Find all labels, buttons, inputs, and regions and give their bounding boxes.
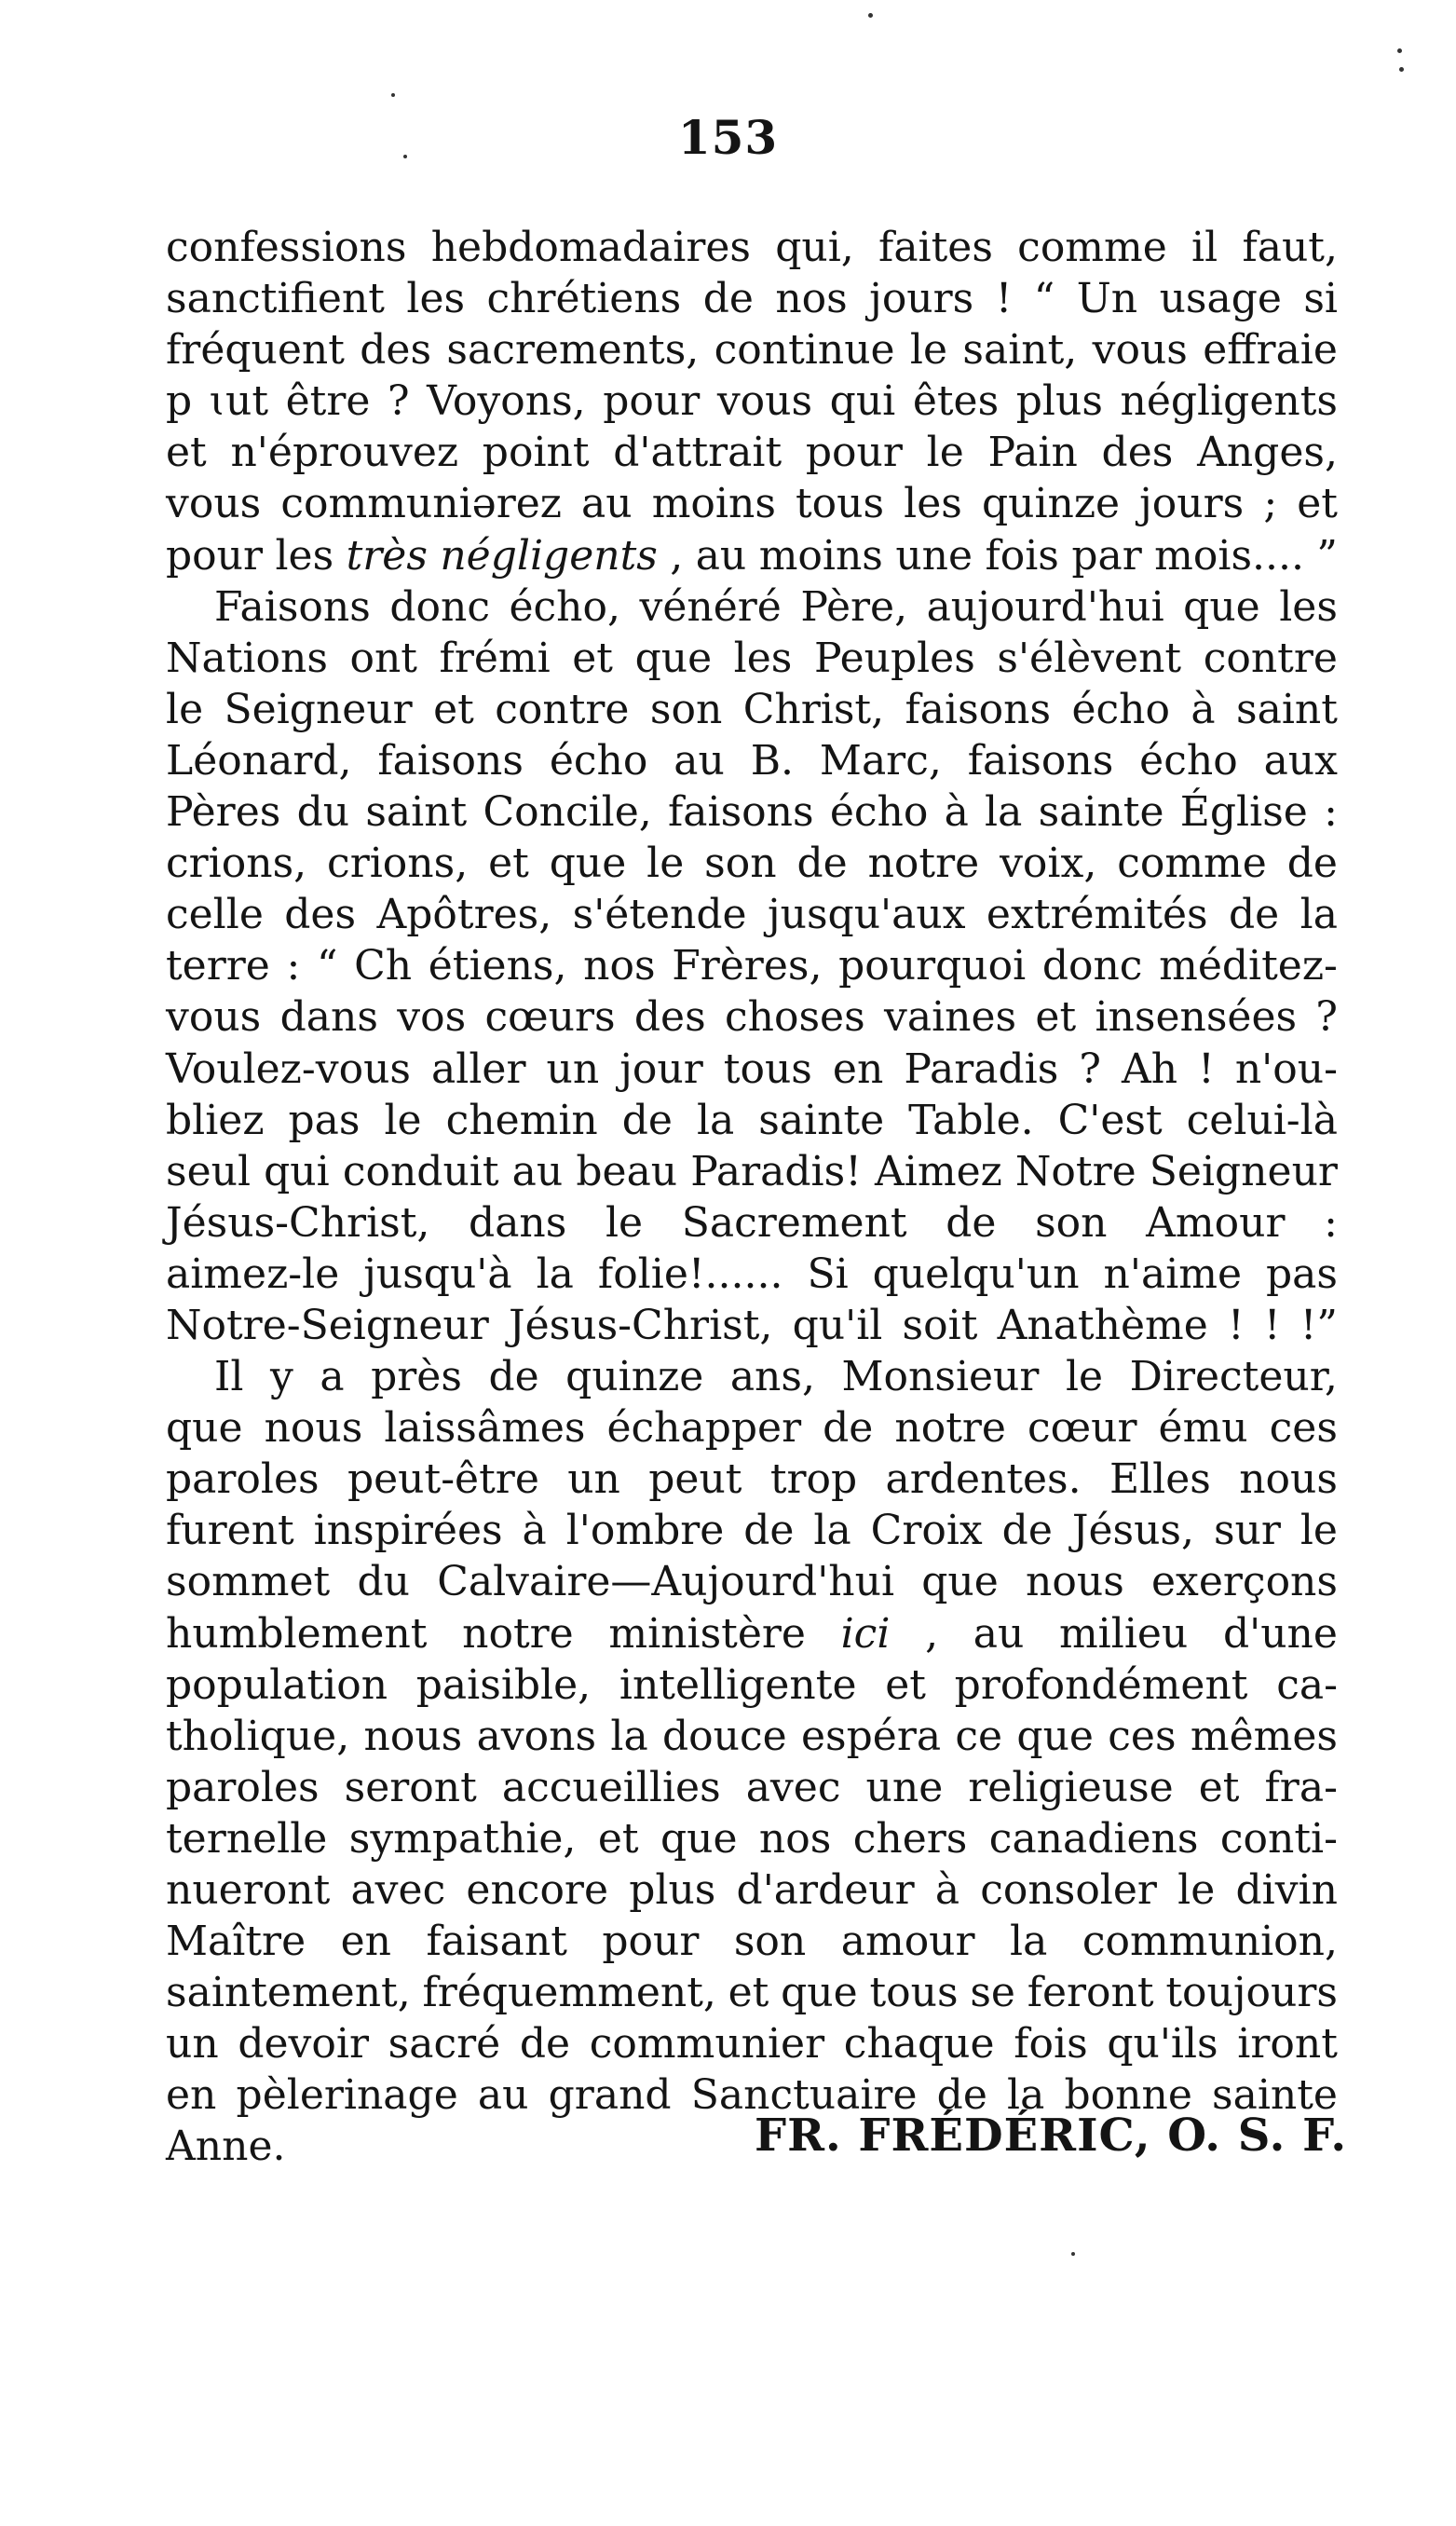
text-line: pour les très négligents , au moins une fois par mois.... ” <box>166 531 1338 580</box>
text-line: vous communiərez au moins tous les quinze jours ; et <box>166 480 1338 528</box>
text-line: le Seigneur et contre son Christ, faisons écho à saint <box>166 685 1338 733</box>
text-line: et n'éprouvez point d'attrait pour le Pain des Anges, <box>166 429 1338 477</box>
text-line: que nous laissâmes échapper de notre cœur ému ces <box>166 1404 1338 1453</box>
text-line: confessions hebdomadaires qui, faites comme il faut, <box>166 224 1338 271</box>
text-line: Pères du saint Concile, faisons écho à la sainte Église : <box>166 788 1338 837</box>
text-line: population paisible, intelligente et profondément ca- <box>166 1660 1338 1709</box>
text-line: aimez-le jusqu'à la folie!...... Si quelqu'un n'aime pas <box>166 1249 1338 1298</box>
print-speck <box>868 13 873 18</box>
text-line: en pèlerinage au grand Sanctuaire de la bonne sainte <box>166 2071 1338 2120</box>
text-line: Nations ont frémi et que les Peuples s'élèvent contre <box>166 634 1338 682</box>
text-line: Voulez-vous aller un jour tous en Paradis ? Ah ! n'ou- <box>166 1045 1338 1093</box>
signature-suffix: , O. S. F. <box>1134 2110 1348 2162</box>
body-text <box>166 222 1338 2173</box>
text-line: Léonard, faisons écho au B. Marc, faisons écho aux <box>166 736 1338 785</box>
signature-name: FRÉDÉRIC <box>858 2110 1135 2162</box>
text-line: paroles seront accueillies avec une religieuse et fra- <box>166 1763 1338 1811</box>
text-line: paroles peut-être un peut trop ardentes. Elles nous <box>166 1455 1338 1504</box>
text-line: seul qui conduit au beau Paradis! Aimez Notre Seigneur <box>166 1147 1338 1195</box>
text-line: terre : “ Ch étiens, nos Frères, pourquoi donc méditez- <box>166 942 1338 990</box>
text-line: un devoir sacré de communier chaque fois qu'ils iront <box>166 2020 1338 2069</box>
text-line: Faisons donc écho, vénéré Père, aujourd'hui que les <box>214 582 1338 631</box>
text-line: crions, crions, et que le son de notre voix, comme de <box>166 840 1338 888</box>
text-line: bliez pas le chemin de la sainte Table. C'est celui-là <box>166 1096 1338 1144</box>
print-speck <box>1071 2252 1075 2256</box>
text-line: tholique, nous avons la douce espéra ce que ces mêmes <box>166 1712 1338 1760</box>
text-line: celle des Apôtres, s'étende jusqu'aux extrémités de la <box>166 891 1338 939</box>
signature <box>755 2108 1347 2164</box>
print-speck <box>391 93 395 97</box>
print-speck <box>403 155 407 158</box>
text-line: Maître en faisant pour son amour la communion, <box>166 1918 1338 1966</box>
text-line: sommet du Calvaire—Aujourd'hui que nous exerçons <box>166 1558 1338 1606</box>
text-line: Jésus-Christ, dans le Sacrement de son Amour : <box>166 1198 1338 1247</box>
text-line: p ɩut être ? Voyons, pour vous qui êtes plus négligents <box>166 377 1338 426</box>
text-line: furent inspirées à l'ombre de la Croix de Jésus, sur le <box>166 1507 1338 1555</box>
text-line: vous dans vos cœurs des choses vaines et insensées ? <box>166 993 1338 1042</box>
text-line: nueront avec encore plus d'ardeur à consoler le divin <box>166 1866 1338 1914</box>
print-speck <box>1399 67 1404 72</box>
text-line: fréquent des sacrements, continue le saint, vous effraie <box>166 326 1338 375</box>
page-number: 153 <box>677 110 779 165</box>
text-line: saintement, fréquemment, et que tous se feront toujours <box>166 1969 1338 2017</box>
text-line: Notre-Seigneur Jésus-Christ, qu'il soit Anathème ! ! !” <box>166 1301 1338 1349</box>
text-line: Il y a près de quinze ans, Monsieur le Directeur, <box>214 1353 1338 1401</box>
text-line: Anne. <box>166 2123 286 2171</box>
print-speck <box>1397 48 1402 53</box>
signature-prefix: FR. <box>755 2110 842 2162</box>
text-line: humblement notre ministère ici , au milieu d'une <box>166 1609 1338 1658</box>
text-line: sanctifient les chrétiens de nos jours ! “ Un usage si <box>166 275 1338 323</box>
text-line: ternelle sympathie, et que nos chers canadiens conti- <box>166 1814 1338 1863</box>
